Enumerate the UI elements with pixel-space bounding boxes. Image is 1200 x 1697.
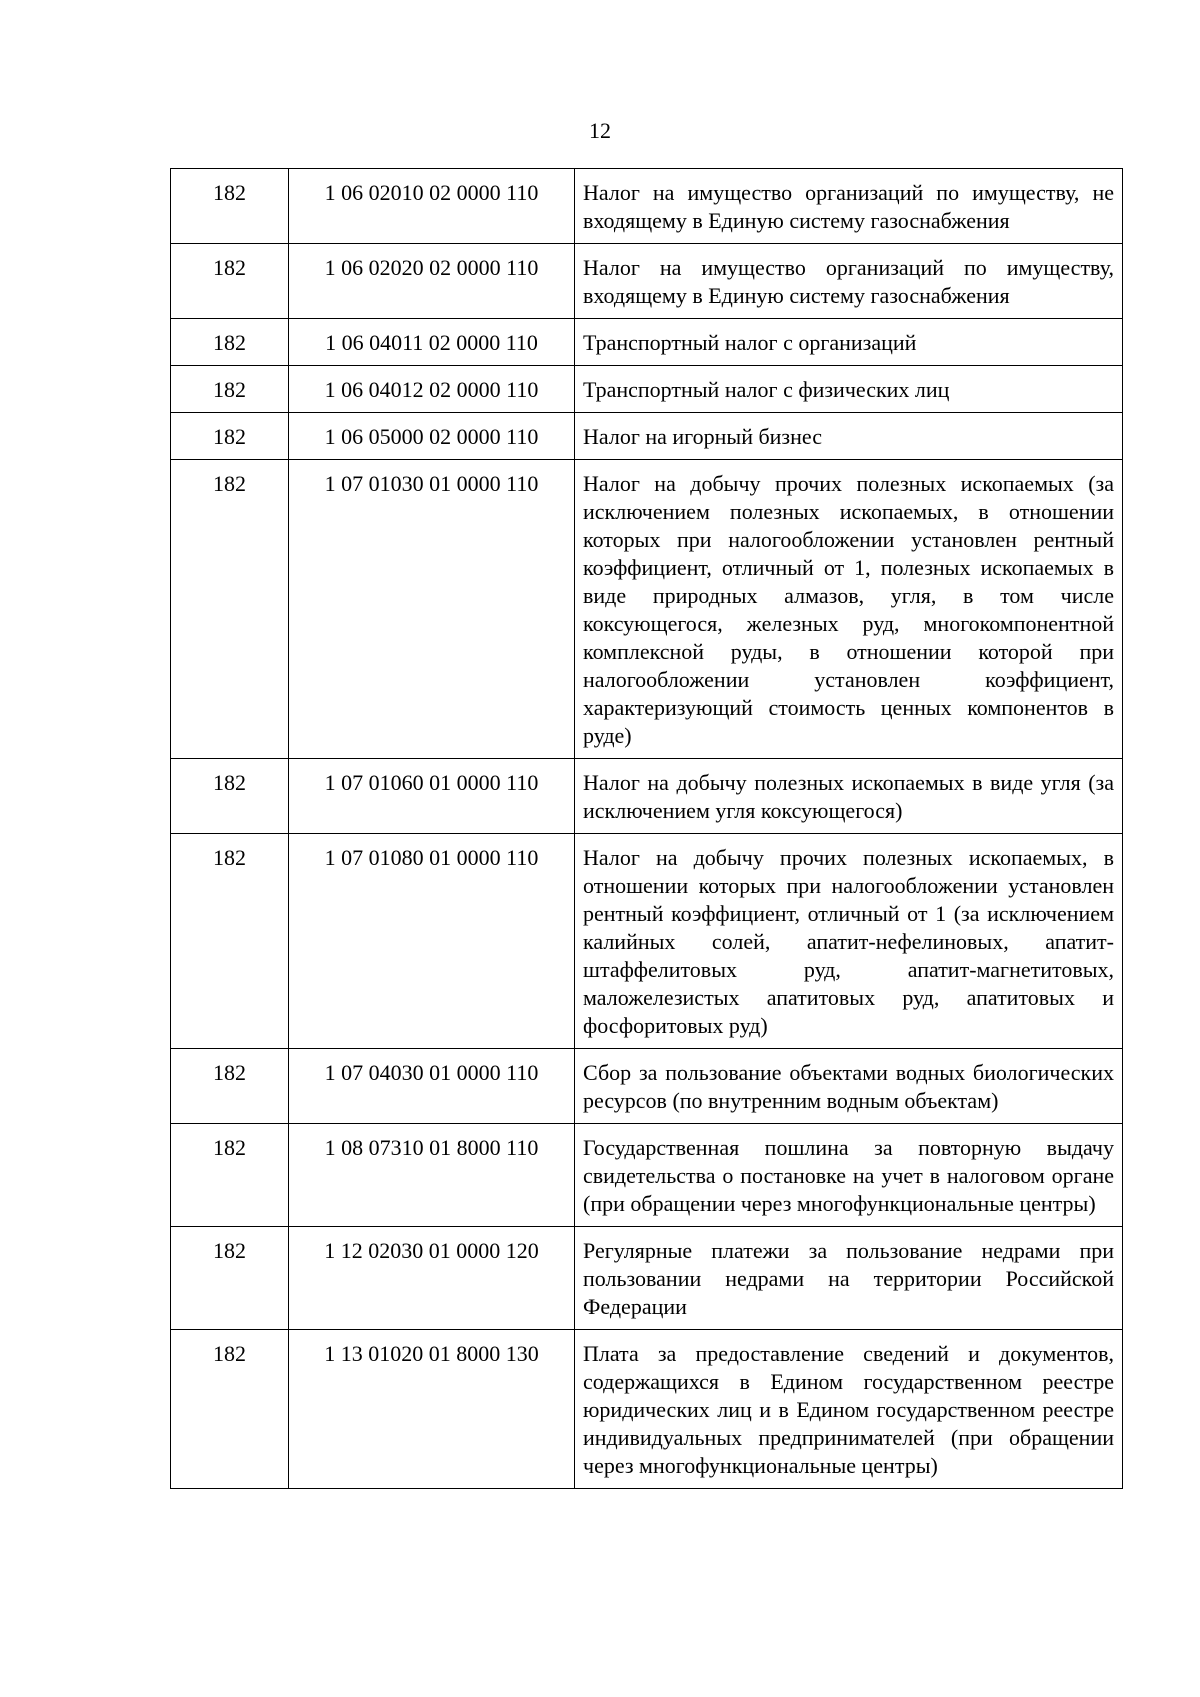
income-code-cell: 1 12 02030 01 0000 120 bbox=[289, 1227, 575, 1330]
income-code-cell: 1 06 04011 02 0000 110 bbox=[289, 319, 575, 366]
income-code-cell: 1 07 01060 01 0000 110 bbox=[289, 759, 575, 834]
income-code-cell: 1 06 04012 02 0000 110 bbox=[289, 366, 575, 413]
table-row bbox=[171, 319, 1123, 366]
admin-code-cell: 182 bbox=[171, 169, 289, 244]
table-row bbox=[171, 759, 1123, 834]
income-code-cell: 1 07 04030 01 0000 110 bbox=[289, 1049, 575, 1124]
table-body bbox=[171, 169, 1123, 1489]
income-name-cell: Транспортный налог с организаций bbox=[575, 319, 1123, 366]
income-name-cell: Налог на добычу прочих полезных ископаемых, в отношении которых при налогообложении установлен рентный коэффициент, отличный от 1 (за исключением калийных солей, апатит-нефелиновых, апатит-штаффелитовых руд, апатит-магнетитовых, маложелезистых апатитовых руд, апатитовых и фосфоритовых руд) bbox=[575, 834, 1123, 1049]
admin-code-cell: 182 bbox=[171, 1227, 289, 1330]
table-row bbox=[171, 1124, 1123, 1227]
admin-code-cell: 182 bbox=[171, 460, 289, 759]
income-name-cell: Налог на имущество организаций по имуществу, не входящему в Единую систему газоснабжения bbox=[575, 169, 1123, 244]
admin-code-cell: 182 bbox=[171, 1124, 289, 1227]
table-row bbox=[171, 244, 1123, 319]
table-row bbox=[171, 1049, 1123, 1124]
page-number: 12 bbox=[589, 118, 611, 143]
income-name-cell: Налог на добычу полезных ископаемых в виде угля (за исключением угля коксующегося) bbox=[575, 759, 1123, 834]
table-row bbox=[171, 1330, 1123, 1489]
income-code-cell: 1 06 02020 02 0000 110 bbox=[289, 244, 575, 319]
admin-code-cell: 182 bbox=[171, 1049, 289, 1124]
income-name-cell: Налог на игорный бизнес bbox=[575, 413, 1123, 460]
admin-code-cell: 182 bbox=[171, 244, 289, 319]
income-code-cell: 1 06 05000 02 0000 110 bbox=[289, 413, 575, 460]
income-code-cell: 1 13 01020 01 8000 130 bbox=[289, 1330, 575, 1489]
income-name-cell: Плата за предоставление сведений и документов, содержащихся в Едином государственном реестре юридических лиц и в Едином государственном реестре индивидуальных предпринимателей (при обращении через многофункциональные центры) bbox=[575, 1330, 1123, 1489]
admin-code-cell: 182 bbox=[171, 759, 289, 834]
income-name-cell: Сбор за пользование объектами водных биологических ресурсов (по внутренним водным объектам) bbox=[575, 1049, 1123, 1124]
income-name-cell: Транспортный налог с физических лиц bbox=[575, 366, 1123, 413]
income-code-cell: 1 06 02010 02 0000 110 bbox=[289, 169, 575, 244]
table-row bbox=[171, 169, 1123, 244]
admin-code-cell: 182 bbox=[171, 1330, 289, 1489]
income-code-cell: 1 07 01080 01 0000 110 bbox=[289, 834, 575, 1049]
admin-code-cell: 182 bbox=[171, 834, 289, 1049]
admin-code-cell: 182 bbox=[171, 366, 289, 413]
income-name-cell: Налог на добычу прочих полезных ископаемых (за исключением полезных ископаемых, в отношении которых при налогообложении установлен рентный коэффициент, отличный от 1, полезных ископаемых в виде природных алмазов, угля, в том числе коксующегося, железных руд, многокомпонентной комплексной руды, в отношении которой при налогообложении установлен коэффициент, характеризующий стоимость ценных компонентов в руде) bbox=[575, 460, 1123, 759]
table-row bbox=[171, 366, 1123, 413]
income-code-cell: 1 08 07310 01 8000 110 bbox=[289, 1124, 575, 1227]
admin-code-cell: 182 bbox=[171, 319, 289, 366]
income-name-cell: Регулярные платежи за пользование недрами при пользовании недрами на территории Российской Федерации bbox=[575, 1227, 1123, 1330]
table-row bbox=[171, 1227, 1123, 1330]
table-row bbox=[171, 460, 1123, 759]
income-name-cell: Налог на имущество организаций по имуществу, входящему в Единую систему газоснабжения bbox=[575, 244, 1123, 319]
table-row bbox=[171, 413, 1123, 460]
admin-code-cell: 182 bbox=[171, 413, 289, 460]
income-code-cell: 1 07 01030 01 0000 110 bbox=[289, 460, 575, 759]
table-row bbox=[171, 834, 1123, 1049]
income-name-cell: Государственная пошлина за повторную выдачу свидетельства о постановке на учет в налоговом органе (при обращении через многофункциональные центры) bbox=[575, 1124, 1123, 1227]
income-codes-table bbox=[170, 168, 1123, 1489]
